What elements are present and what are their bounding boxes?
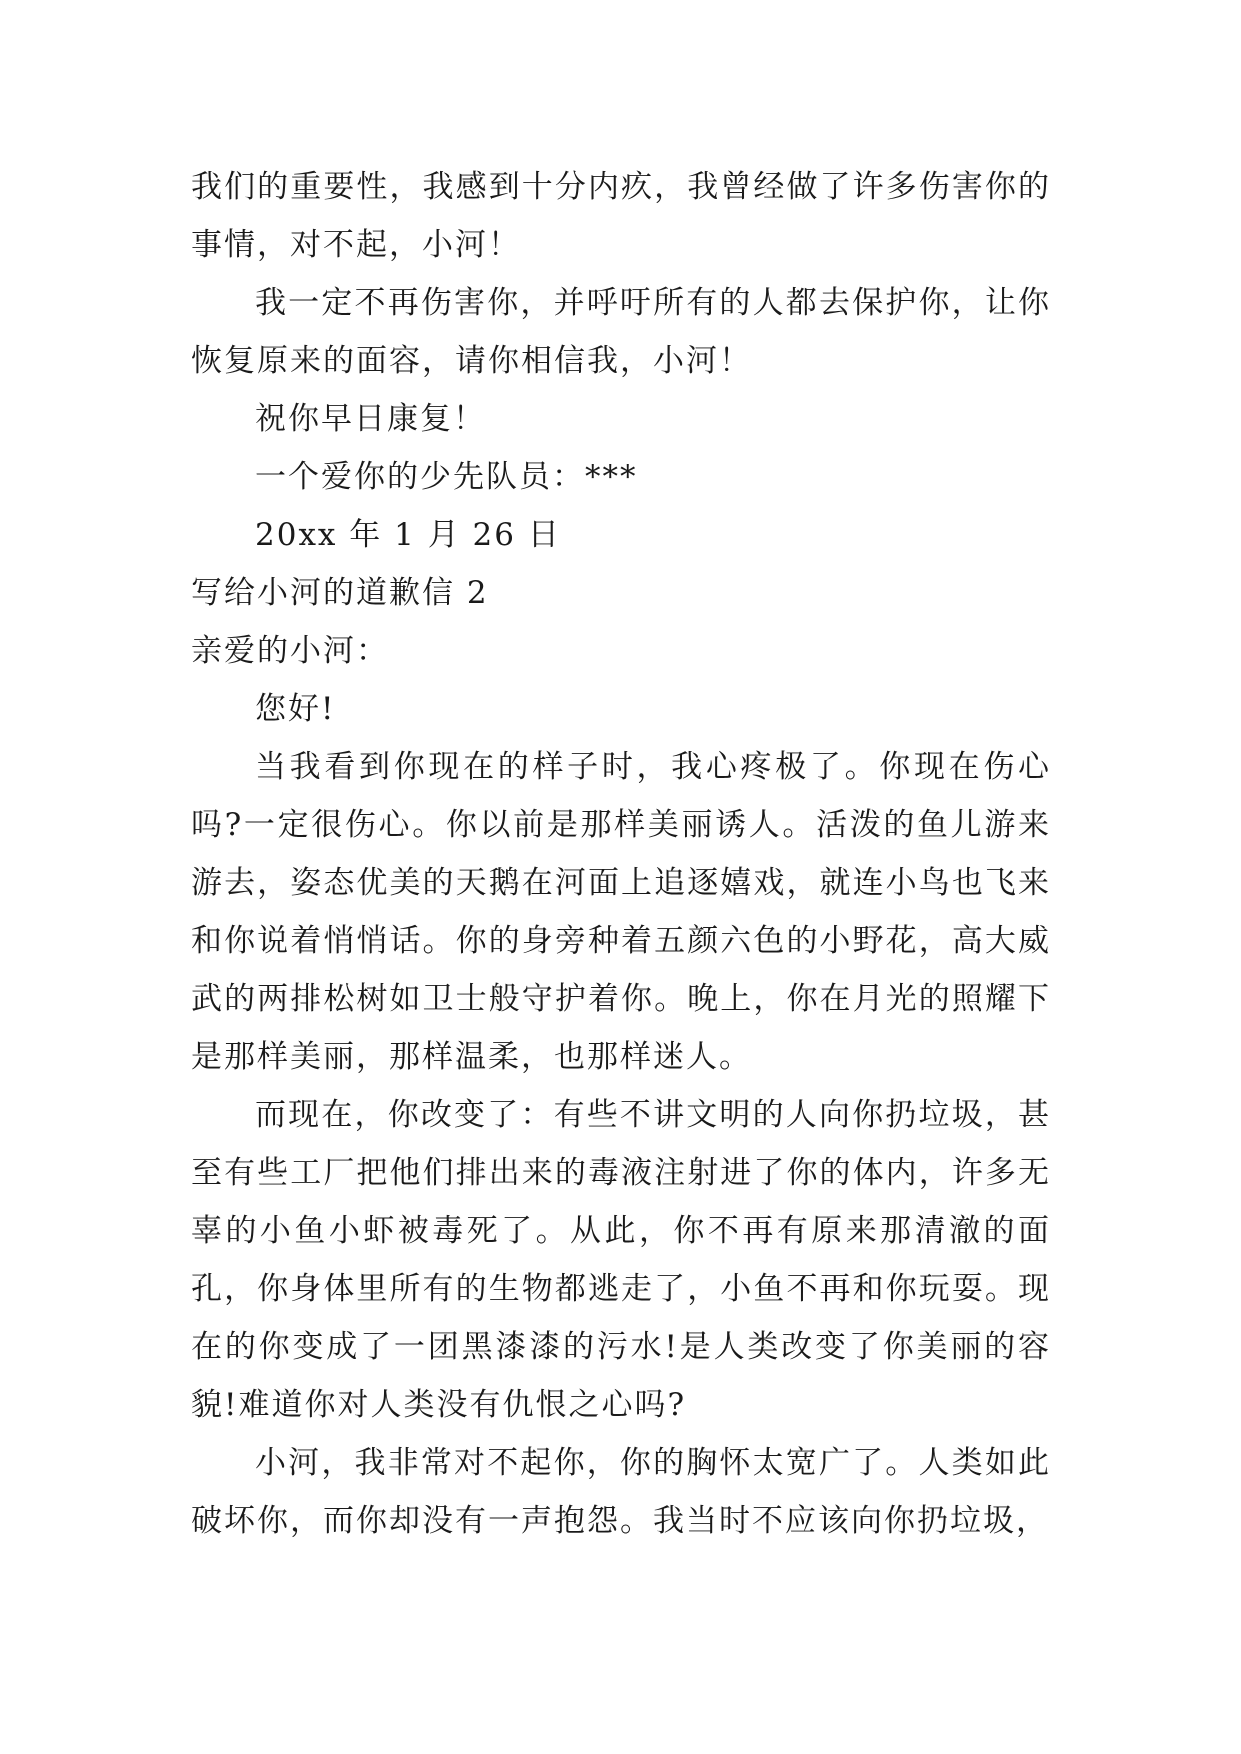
letter-title: 写给小河的道歉信 2: [191, 575, 489, 611]
paragraph-apology: 小河，我非常对不起你，你的胸怀太宽广了。人类如此破坏你，而你却没有一声抱怨。我当时不应该向你扔垃圾，: [191, 1445, 1051, 1539]
paragraph-pollution: 而现在，你改变了：有些不讲文明的人向你扔垃圾，甚至有些工厂把他们排出来的毒液注射进了你的体内，许多无辜的小鱼小虾被毒死了。从此，你不再有原来那清澈的面孔，你身体里所有的生物都逃走了，小鱼不再和你玩耍。现在的你变成了一团黑漆漆的污水!是人类改变了你美丽的容貌!难道你对人类没有仇恨之心吗?: [191, 1097, 1051, 1423]
letter-date: 20xx 年 1 月 26 日: [255, 517, 561, 553]
document-body: [191, 158, 1051, 1550]
closing-wish: 祝你早日康复！: [255, 401, 486, 437]
salutation: 亲爱的小河：: [191, 633, 389, 669]
signature: 一个爱你的少先队员：***: [255, 459, 638, 495]
paragraph-opening-continuation: 我们的重要性，我感到十分内疚，我曾经做了许多伤害你的事情，对不起，小河！: [191, 169, 1051, 263]
paragraph-past-beauty: 当我看到你现在的样子时，我心疼极了。你现在伤心吗?一定很伤心。你以前是那样美丽诱人。活泼的鱼儿游来游去，姿态优美的天鹅在河面上追逐嬉戏，就连小鸟也飞来和你说着悄悄话。你的身旁种着五颜六色的小野花，高大威武的两排松树如卫士般守护着你。晚上，你在月光的照耀下是那样美丽，那样温柔，也那样迷人。: [191, 749, 1051, 1075]
greeting: 您好!: [255, 691, 336, 727]
paragraph-promise: 我一定不再伤害你，并呼吁所有的人都去保护你，让你恢复原来的面容，请你相信我，小河！: [191, 285, 1051, 379]
